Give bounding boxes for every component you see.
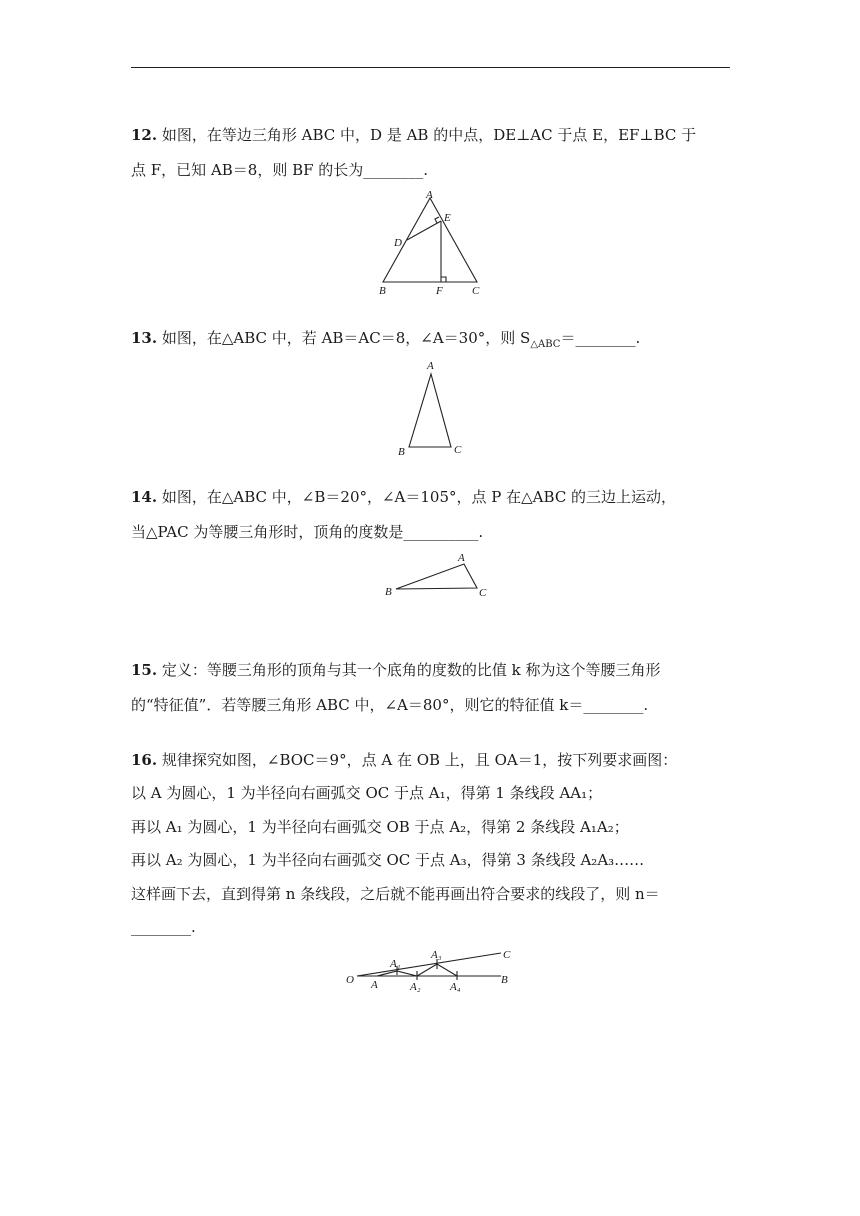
q14-line1 bbox=[131, 486, 676, 508]
q12-label-e: E bbox=[444, 212, 451, 224]
q12-right-angle-f bbox=[441, 277, 446, 282]
q14-label-a: A bbox=[458, 552, 465, 564]
q14-number: 14. bbox=[131, 488, 158, 506]
q12-text-1: 如图，在等边三角形 ABC 中，D 是 AB 的中点，DE⊥AC 于点 E，EF⊥BC 于 bbox=[161, 126, 697, 144]
q16-text-6: ________. bbox=[131, 918, 196, 936]
q15-text-2: 的“特征值”．若等腰三角形 ABC 中，∠A＝80°，则它的特征值 k＝________. bbox=[131, 696, 649, 714]
q16-text-3: 再以 A₁ 为圆心，1 为半径向右画弧交 OB 于点 A₂，得第 2 条线段 A₁A₂； bbox=[131, 818, 629, 836]
q16-label-a: A bbox=[371, 979, 378, 991]
q14-text-1: 如图，在△ABC 中，∠B＝20°，∠A＝105°，点 P 在△ABC 的三边上运动， bbox=[161, 488, 677, 506]
q12-label-c: C bbox=[472, 285, 480, 297]
q15-line1 bbox=[131, 659, 661, 681]
q15-number: 15. bbox=[131, 661, 158, 679]
q16-label-a1: A₁ bbox=[390, 958, 401, 970]
q16-label-c: C bbox=[503, 949, 511, 961]
q12-text-2: 点 F，已知 AB＝8，则 BF 的长为________. bbox=[131, 161, 429, 179]
q12-line1 bbox=[131, 124, 696, 146]
q16-line1 bbox=[131, 749, 677, 771]
q16-text-4: 再以 A₂ 为圆心，1 为半径向右画弧交 OC 于点 A₃，得第 3 条线段 A₂A₃…… bbox=[131, 851, 645, 869]
q12-label-b: B bbox=[379, 285, 386, 297]
q15-text-1: 定义：等腰三角形的顶角与其一个底角的度数的比值 k 称为这个等腰三角形 bbox=[161, 661, 661, 679]
q13-figure bbox=[390, 356, 470, 460]
q13-text-b: ＝________. bbox=[560, 329, 641, 347]
q16-label-a4: A₄ bbox=[450, 981, 461, 993]
q13-number: 13. bbox=[131, 329, 158, 347]
q12-label-f: F bbox=[436, 285, 443, 297]
q14-text-2: 当△PAC 为等腰三角形时，顶角的度数是__________. bbox=[131, 523, 484, 541]
q12-label-d: D bbox=[394, 237, 402, 249]
q16-ray-oc bbox=[357, 953, 501, 976]
q16-figure bbox=[340, 942, 520, 994]
q12-label-a: A bbox=[426, 189, 433, 201]
q16-label-o: O bbox=[346, 974, 354, 986]
q14-figure bbox=[380, 550, 500, 602]
q16-label-b: B bbox=[501, 974, 508, 986]
q16-label-a3: A₃ bbox=[431, 949, 442, 961]
q13-label-b: B bbox=[398, 446, 405, 458]
q13-subscript: △ABC bbox=[530, 339, 561, 350]
q13-label-c: C bbox=[454, 444, 462, 456]
q12-number: 12. bbox=[131, 126, 158, 144]
q14-triangle bbox=[396, 564, 477, 589]
q13-triangle bbox=[409, 374, 451, 447]
q16-number: 16. bbox=[131, 751, 158, 769]
q13-text-a: 如图，在△ABC 中，若 AB＝AC＝8，∠A＝30°，则 S bbox=[161, 329, 531, 347]
q14-label-b: B bbox=[385, 586, 392, 598]
header-rule bbox=[131, 67, 730, 68]
q16-text-5: 这样画下去，直到得第 n 条线段，之后就不能再画出符合要求的线段了，则 n＝ bbox=[131, 885, 660, 903]
q13-line1 bbox=[131, 327, 640, 356]
q14-label-c: C bbox=[479, 587, 487, 599]
q13-label-a: A bbox=[427, 360, 434, 372]
q16-label-a2: A₂ bbox=[410, 981, 421, 993]
q16-text-2: 以 A 为圆心，1 为半径向右画弧交 OC 于点 A₁，得第 1 条线段 AA₁； bbox=[131, 784, 603, 802]
q12-figure bbox=[370, 188, 500, 300]
q16-text-1: 规律探究如图，∠BOC＝9°，点 A 在 OB 上，且 OA＝1，按下列要求画图： bbox=[161, 751, 678, 769]
